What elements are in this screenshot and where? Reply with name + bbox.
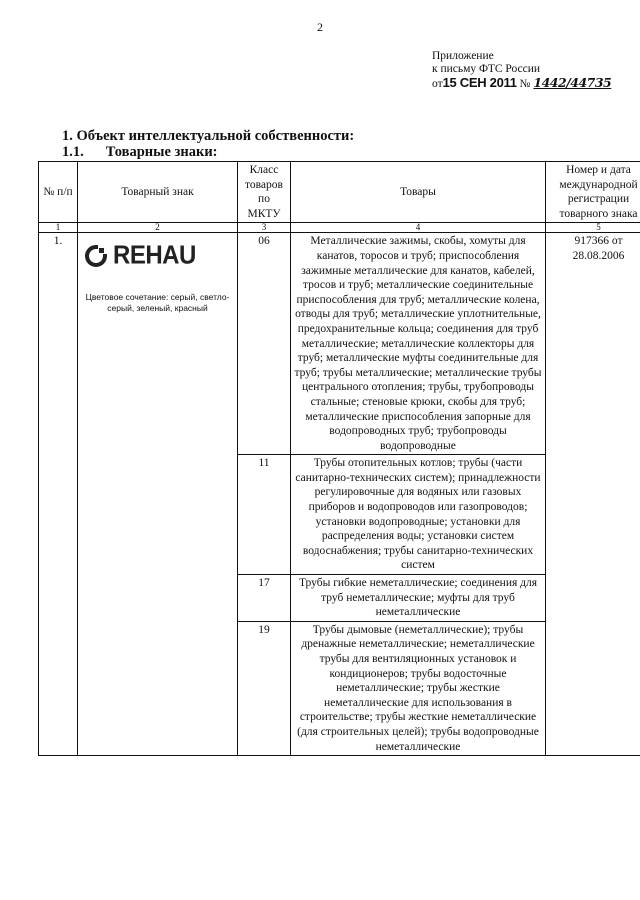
goods-cell: Трубы гибкие неметаллические; соединения для труб неметаллические; муфты для труб неметаллические (291, 575, 546, 622)
column-number: 2 (78, 223, 238, 233)
table-header-row (39, 162, 640, 223)
number-sign: № (519, 78, 531, 90)
trademark-cell (78, 233, 238, 756)
date-stamp: 15 СЕН 2011 (442, 75, 517, 90)
class-cell: 19 (238, 621, 291, 755)
logo-wordmark: REHAU (113, 240, 196, 271)
header-class: Класс товаров по МКТУ (238, 162, 291, 223)
goods-cell: Трубы дымовые (неметаллические); трубы дренажные неметаллические; неметаллические трубы для вентиляционных установок и кондиционеров; трубы водосточные неметаллические; трубы жесткие неметаллические для использования в строительстве; трубы жесткие неметаллические (для строительных целей); трубы водопроводные неметаллические (291, 621, 546, 755)
subsection-title: Товарные знаки: (105, 144, 218, 160)
header-mark: Товарный знак (78, 162, 238, 223)
page-number: 2 (317, 20, 323, 34)
table-row (39, 233, 640, 455)
column-number: 1 (39, 223, 78, 233)
class-cell: 17 (238, 575, 291, 622)
header-num: № п/п (39, 162, 78, 223)
goods-cell: Трубы отопительных котлов; трубы (части санитарно-технических систем); принадлежности регулировочные для водяных или газовых приборов и водопроводов или газопроводов; установки водопроводные; установки для распределения воды; установки систем водоснабжения; трубы санитарно-технических систем (291, 455, 546, 575)
column-number: 4 (291, 223, 546, 233)
rehau-emblem-icon (85, 245, 107, 267)
color-combination: Цветовое сочетание: серый, светло-серый, зеленый, красный (85, 292, 230, 314)
appendix-line2: к письму ФТС России (432, 63, 541, 75)
registration-cell: 917366 от 28.08.2006 (546, 233, 640, 756)
subsection-heading (62, 144, 218, 161)
column-number: 3 (238, 223, 291, 233)
appendix-header (432, 50, 632, 91)
appendix-from: от (432, 78, 443, 90)
column-number: 5 (546, 223, 640, 233)
handwritten-number: 1442/44735 (533, 75, 612, 90)
rehau-logo (85, 238, 234, 274)
goods-cell: Металлические зажимы, скобы, хомуты для канатов, торосов и труб; приспособления зажимные металлические для канатов, кабелей, тросов и труб; металлические соединительные приспособления для труб; металлические колена, отводы для труб; металлические уплотнительные, предохранительные кольца; соединения для труб металлические; металлические коллекторы для труб; металлические муфты соединительные для труб; трубы металлические; металлические трубы центрального отопления; трубы, трубопроводы стальные; стеновые крюки, скобы для труб; металлические приспособления запорные для водопроводных труб; трубопроводы водопроводные (291, 233, 546, 455)
subsection-number: 1.1. (62, 144, 84, 160)
trademarks-table (38, 161, 640, 756)
appendix-date-line (432, 76, 632, 91)
header-registration: Номер и дата международной регистрации товарного знака (546, 162, 640, 223)
row-number: 1. (39, 233, 78, 756)
class-cell: 06 (238, 233, 291, 455)
appendix-line1: Приложение (432, 50, 494, 62)
column-number-row (39, 223, 640, 233)
class-cell: 11 (238, 455, 291, 575)
header-goods: Товары (291, 162, 546, 223)
section-heading: 1. Объект интеллектуальной собственности: (62, 128, 355, 144)
